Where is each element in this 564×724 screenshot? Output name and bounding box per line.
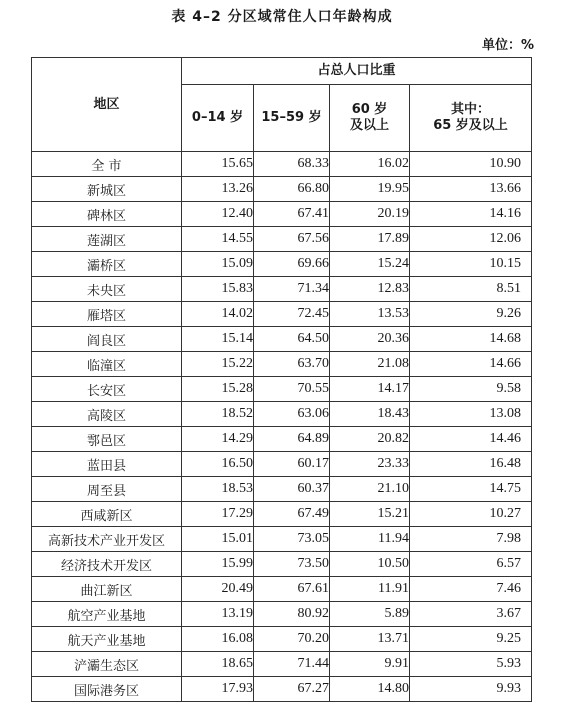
- table-row: [32, 602, 532, 627]
- table-row: [32, 577, 532, 602]
- unit-label: 单位：%: [481, 38, 534, 53]
- table-row: [32, 552, 532, 577]
- age-15-59-cell: 71.44: [254, 652, 330, 677]
- age-60-plus-cell: 20.19: [330, 202, 410, 227]
- age-15-59-cell: 63.06: [254, 402, 330, 427]
- region-cell: 雁塔区: [32, 302, 182, 327]
- age-15-59-cell: 66.80: [254, 177, 330, 202]
- age-60-plus-cell: 15.24: [330, 252, 410, 277]
- age-15-59-cell: 60.37: [254, 477, 330, 502]
- table-row: [32, 327, 532, 352]
- age-0-14-cell: 15.09: [182, 252, 254, 277]
- age-60-plus-cell: 11.94: [330, 527, 410, 552]
- table-row: [32, 652, 532, 677]
- age-65-plus-cell: 7.46: [410, 577, 532, 602]
- age-0-14-cell: 12.40: [182, 202, 254, 227]
- region-cell: 鄠邑区: [32, 427, 182, 452]
- age-0-14-cell: 20.49: [182, 577, 254, 602]
- age-65-plus-cell: 14.16: [410, 202, 532, 227]
- age-0-14-cell: 13.19: [182, 602, 254, 627]
- header-age-65-line1: 其中：: [451, 102, 491, 117]
- table-row: [32, 227, 532, 252]
- region-cell: 经济技术开发区: [32, 552, 182, 577]
- header-age-60-plus: [330, 85, 410, 152]
- header-age-0-14: 0–14 岁: [182, 85, 254, 152]
- age-60-plus-cell: 20.36: [330, 327, 410, 352]
- region-cell: 莲湖区: [32, 227, 182, 252]
- table-row: [32, 427, 532, 452]
- header-age-15-59: 15–59 岁: [254, 85, 330, 152]
- region-cell: 浐灞生态区: [32, 652, 182, 677]
- age-60-plus-cell: 16.02: [330, 152, 410, 177]
- table-row: [32, 677, 532, 702]
- age-60-plus-cell: 21.10: [330, 477, 410, 502]
- age-15-59-cell: 72.45: [254, 302, 330, 327]
- age-60-plus-cell: 21.08: [330, 352, 410, 377]
- age-15-59-cell: 64.50: [254, 327, 330, 352]
- table-row: [32, 477, 532, 502]
- age-65-plus-cell: 14.68: [410, 327, 532, 352]
- age-15-59-cell: 71.34: [254, 277, 330, 302]
- age-65-plus-cell: 10.27: [410, 502, 532, 527]
- table-row: [32, 452, 532, 477]
- age-65-plus-cell: 7.98: [410, 527, 532, 552]
- age-60-plus-cell: 10.50: [330, 552, 410, 577]
- age-60-plus-cell: 14.80: [330, 677, 410, 702]
- age-60-plus-cell: 14.17: [330, 377, 410, 402]
- age-60-plus-cell: 18.43: [330, 402, 410, 427]
- age-65-plus-cell: 16.48: [410, 452, 532, 477]
- age-15-59-cell: 63.70: [254, 352, 330, 377]
- table-row: [32, 502, 532, 527]
- age-65-plus-cell: 6.57: [410, 552, 532, 577]
- region-cell: 高新技术产业开发区: [32, 527, 182, 552]
- header-group: 占总人口比重: [182, 58, 532, 85]
- age-15-59-cell: 73.50: [254, 552, 330, 577]
- age-0-14-cell: 16.08: [182, 627, 254, 652]
- region-cell: 临潼区: [32, 352, 182, 377]
- age-0-14-cell: 15.28: [182, 377, 254, 402]
- age-0-14-cell: 15.65: [182, 152, 254, 177]
- age-15-59-cell: 67.56: [254, 227, 330, 252]
- age-0-14-cell: 14.02: [182, 302, 254, 327]
- age-0-14-cell: 15.22: [182, 352, 254, 377]
- table-row: [32, 277, 532, 302]
- age-60-plus-cell: 13.71: [330, 627, 410, 652]
- age-15-59-cell: 64.89: [254, 427, 330, 452]
- age-60-plus-cell: 9.91: [330, 652, 410, 677]
- age-65-plus-cell: 10.90: [410, 152, 532, 177]
- header-age-60-line2: 及以上: [349, 118, 389, 133]
- age-60-plus-cell: 20.82: [330, 427, 410, 452]
- table-row: [32, 527, 532, 552]
- region-cell: 新城区: [32, 177, 182, 202]
- region-cell: 航空产业基地: [32, 602, 182, 627]
- age-65-plus-cell: 12.06: [410, 227, 532, 252]
- table-body: [32, 152, 532, 702]
- age-65-plus-cell: 14.46: [410, 427, 532, 452]
- region-cell: 全 市: [32, 152, 182, 177]
- region-cell: 未央区: [32, 277, 182, 302]
- age-65-plus-cell: 13.66: [410, 177, 532, 202]
- age-65-plus-cell: 10.15: [410, 252, 532, 277]
- header-region: 地区: [32, 58, 182, 152]
- table-row: [32, 252, 532, 277]
- table-row: [32, 352, 532, 377]
- age-65-plus-cell: 14.75: [410, 477, 532, 502]
- region-cell: 西咸新区: [32, 502, 182, 527]
- age-0-14-cell: 18.65: [182, 652, 254, 677]
- region-cell: 阎良区: [32, 327, 182, 352]
- age-0-14-cell: 18.52: [182, 402, 254, 427]
- age-15-59-cell: 70.20: [254, 627, 330, 652]
- age-60-plus-cell: 17.89: [330, 227, 410, 252]
- age-60-plus-cell: 13.53: [330, 302, 410, 327]
- age-0-14-cell: 15.01: [182, 527, 254, 552]
- age-65-plus-cell: 13.08: [410, 402, 532, 427]
- age-65-plus-cell: 9.93: [410, 677, 532, 702]
- header-age-65-line2: 65 岁及以上: [433, 118, 508, 133]
- age-15-59-cell: 80.92: [254, 602, 330, 627]
- age-15-59-cell: 73.05: [254, 527, 330, 552]
- age-15-59-cell: 69.66: [254, 252, 330, 277]
- header-age-60-line1: 60 岁: [351, 102, 388, 117]
- age-0-14-cell: 15.99: [182, 552, 254, 577]
- region-cell: 航天产业基地: [32, 627, 182, 652]
- age-0-14-cell: 14.29: [182, 427, 254, 452]
- age-60-plus-cell: 5.89: [330, 602, 410, 627]
- age-0-14-cell: 17.29: [182, 502, 254, 527]
- age-0-14-cell: 17.93: [182, 677, 254, 702]
- age-0-14-cell: 15.14: [182, 327, 254, 352]
- table-row: [32, 152, 532, 177]
- header-age-65-plus: [410, 85, 532, 152]
- age-60-plus-cell: 19.95: [330, 177, 410, 202]
- age-65-plus-cell: 5.93: [410, 652, 532, 677]
- age-15-59-cell: 67.49: [254, 502, 330, 527]
- region-cell: 周至县: [32, 477, 182, 502]
- age-15-59-cell: 70.55: [254, 377, 330, 402]
- age-15-59-cell: 67.41: [254, 202, 330, 227]
- table-row: [32, 202, 532, 227]
- age-65-plus-cell: 9.25: [410, 627, 532, 652]
- age-65-plus-cell: 9.58: [410, 377, 532, 402]
- age-15-59-cell: 60.17: [254, 452, 330, 477]
- region-cell: 蓝田县: [32, 452, 182, 477]
- age-65-plus-cell: 3.67: [410, 602, 532, 627]
- age-15-59-cell: 67.61: [254, 577, 330, 602]
- age-65-plus-cell: 14.66: [410, 352, 532, 377]
- table-title: 表 4–2 分区域常住人口年龄构成: [171, 9, 393, 25]
- table-row: [32, 627, 532, 652]
- age-65-plus-cell: 8.51: [410, 277, 532, 302]
- age-60-plus-cell: 15.21: [330, 502, 410, 527]
- table-row: [32, 177, 532, 202]
- age-60-plus-cell: 11.91: [330, 577, 410, 602]
- table-row: [32, 302, 532, 327]
- age-0-14-cell: 15.83: [182, 277, 254, 302]
- age-0-14-cell: 13.26: [182, 177, 254, 202]
- region-cell: 曲江新区: [32, 577, 182, 602]
- age-0-14-cell: 18.53: [182, 477, 254, 502]
- age-15-59-cell: 68.33: [254, 152, 330, 177]
- region-cell: 长安区: [32, 377, 182, 402]
- age-60-plus-cell: 12.83: [330, 277, 410, 302]
- age-0-14-cell: 16.50: [182, 452, 254, 477]
- region-cell: 国际港务区: [32, 677, 182, 702]
- region-cell: 灞桥区: [32, 252, 182, 277]
- age-60-plus-cell: 23.33: [330, 452, 410, 477]
- age-65-plus-cell: 9.26: [410, 302, 532, 327]
- age-15-59-cell: 67.27: [254, 677, 330, 702]
- age-0-14-cell: 14.55: [182, 227, 254, 252]
- age-structure-table: [31, 57, 532, 702]
- table-row: [32, 377, 532, 402]
- table-row: [32, 402, 532, 427]
- region-cell: 高陵区: [32, 402, 182, 427]
- region-cell: 碑林区: [32, 202, 182, 227]
